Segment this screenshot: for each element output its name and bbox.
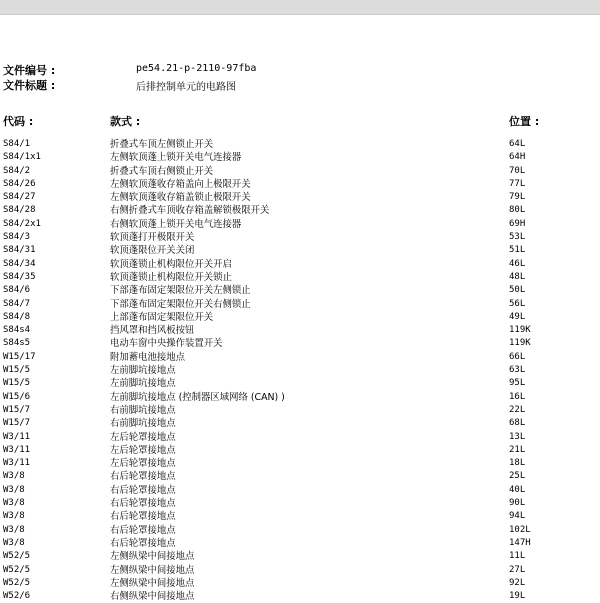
row-position: 94L <box>509 511 526 522</box>
row-code: W3/8 <box>3 524 25 535</box>
row-description: 右前脚坑接地点 <box>110 404 176 416</box>
row-code: W52/5 <box>3 551 31 562</box>
table-row <box>0 550 600 563</box>
row-position: 51L <box>509 245 526 256</box>
row-position: 66L <box>509 351 526 362</box>
table-row <box>0 324 600 337</box>
row-code: W3/8 <box>3 511 25 522</box>
table-row <box>0 218 600 231</box>
row-position: 79L <box>509 192 526 203</box>
table-row <box>0 470 600 483</box>
row-code: W3/8 <box>3 484 25 495</box>
table-row <box>0 351 600 364</box>
column-header-desc: 款式 : <box>110 115 141 128</box>
row-position: 90L <box>509 498 526 509</box>
top-toolbar-bar <box>0 0 600 15</box>
table-row <box>0 178 600 191</box>
row-description: 上部蓬布固定架限位开关 <box>110 311 214 323</box>
row-description: 左前脚坑接地点 <box>110 365 176 377</box>
row-code: S84/1 <box>3 139 31 149</box>
row-code: W15/6 <box>3 391 31 402</box>
row-description: 右后轮罩接地点 <box>110 524 176 536</box>
row-position: 68L <box>509 418 526 429</box>
row-position: 25L <box>509 471 526 482</box>
table-row <box>0 391 600 404</box>
table-row <box>0 484 600 497</box>
row-position: 92L <box>509 577 526 588</box>
row-code: S84/3 <box>3 232 31 243</box>
row-position: 53L <box>509 232 526 243</box>
row-code: S84/2 <box>3 165 31 176</box>
table-row <box>0 417 600 430</box>
table-row <box>0 377 600 390</box>
column-header-code: 代码 : <box>3 115 34 128</box>
row-description: 右侧纵梁中间接地点 <box>110 591 195 603</box>
row-description: 右侧软顶蓬上锁开关电气连接器 <box>110 218 242 230</box>
row-code: S84/1x1 <box>3 152 41 163</box>
row-description: 右后轮罩接地点 <box>110 511 176 523</box>
row-code: S84/7 <box>3 298 31 309</box>
table-row <box>0 590 600 603</box>
table-row <box>0 404 600 417</box>
row-description: 左后轮罩接地点 <box>110 458 176 470</box>
row-position: 13L <box>509 431 526 442</box>
table-row <box>0 364 600 377</box>
row-code: S84/6 <box>3 285 31 296</box>
table-row <box>0 497 600 510</box>
row-description: 左侧软顶蓬上锁开关电气连接器 <box>110 152 242 164</box>
row-description: 软顶蓬打开极限开关 <box>110 232 195 244</box>
row-position: 40L <box>509 484 526 495</box>
row-description: 右后轮罩接地点 <box>110 484 176 496</box>
row-position: 119K <box>509 325 531 336</box>
row-position: 22L <box>509 404 526 415</box>
row-description: 右侧折叠式车顶收存箱盖解锁极限开关 <box>110 205 270 217</box>
row-code: W15/5 <box>3 365 31 376</box>
table-row <box>0 258 600 271</box>
row-description: 左后轮罩接地点 <box>110 431 176 443</box>
row-position: 50L <box>509 285 526 296</box>
row-code: S84/35 <box>3 271 36 282</box>
row-position: 69H <box>509 218 526 229</box>
row-code: W15/7 <box>3 418 31 429</box>
table-row <box>0 244 600 257</box>
row-position: 147H <box>509 537 531 548</box>
table-row <box>0 337 600 350</box>
row-description: 左侧软顶蓬收存箱盖锁止极限开关 <box>110 192 251 204</box>
row-description: 软顶蓬限位开关关闭 <box>110 245 195 257</box>
row-position: 27L <box>509 564 526 575</box>
row-description: 电动车窗中央操作装置开关 <box>110 338 223 350</box>
row-code: W15/7 <box>3 404 31 415</box>
row-position: 16L <box>509 391 526 402</box>
table-row <box>0 457 600 470</box>
row-description: 折叠式车顶左侧锁止开关 <box>110 139 214 150</box>
row-position: 21L <box>509 444 526 455</box>
row-position: 18L <box>509 458 526 469</box>
table-row <box>0 510 600 523</box>
row-description: 左前脚坑接地点 <box>110 378 176 390</box>
row-description: 软顶蓬锁止机构限位开关开启 <box>110 258 232 270</box>
row-description: 左侧纵梁中间接地点 <box>110 577 195 589</box>
row-position: 77L <box>509 178 526 189</box>
table-row <box>0 204 600 217</box>
row-code: S84/8 <box>3 311 31 322</box>
row-code: S84s4 <box>3 325 31 336</box>
row-position: 95L <box>509 378 526 389</box>
row-position: 49L <box>509 311 526 322</box>
row-code: W52/5 <box>3 564 31 575</box>
row-position: 11L <box>509 551 526 562</box>
row-description: 软顶蓬锁止机构限位开关锁止 <box>110 271 232 283</box>
row-position: 64L <box>509 139 526 149</box>
table-row <box>0 311 600 324</box>
table-row <box>0 191 600 204</box>
row-description: 折叠式车顶右侧锁止开关 <box>110 165 214 177</box>
row-code: S84/34 <box>3 258 36 269</box>
row-code: S84/28 <box>3 205 36 216</box>
row-description: 左后轮罩接地点 <box>110 444 176 456</box>
row-description: 下部蓬布固定架限位开关右侧锁止 <box>110 298 251 310</box>
row-code: W3/8 <box>3 498 25 509</box>
column-header-pos: 位置 : <box>509 115 540 128</box>
row-code: W52/6 <box>3 591 31 602</box>
row-code: S84s5 <box>3 338 31 349</box>
row-description: 下部蓬布固定架限位开关左侧锁止 <box>110 285 251 297</box>
table-row <box>0 298 600 311</box>
row-description: 右后轮罩接地点 <box>110 471 176 483</box>
table-row <box>0 524 600 537</box>
row-position: 64H <box>509 152 526 163</box>
table-row <box>0 138 600 151</box>
row-position: 102L <box>509 524 531 535</box>
row-position: 19L <box>509 591 526 602</box>
row-description: 左侧软顶蓬收存箱盖向上极限开关 <box>110 178 251 190</box>
table-row <box>0 231 600 244</box>
row-code: W3/11 <box>3 458 31 469</box>
component-table <box>0 138 600 603</box>
doc-number-value: pe54.21-p-2110-97fba <box>136 63 257 74</box>
row-code: W52/5 <box>3 577 31 588</box>
row-description: 右前脚坑接地点 <box>110 418 176 430</box>
row-position: 46L <box>509 258 526 269</box>
row-code: W15/5 <box>3 378 31 389</box>
table-row <box>0 165 600 178</box>
row-position: 63L <box>509 365 526 376</box>
row-description: 左侧纵梁中间接地点 <box>110 551 195 563</box>
row-description: 左前脚坑接地点 (控制器区域网络 (CAN) ) <box>110 391 285 403</box>
table-row <box>0 564 600 577</box>
table-row <box>0 271 600 284</box>
table-row <box>0 577 600 590</box>
row-code: W3/8 <box>3 471 25 482</box>
row-code: W3/8 <box>3 537 25 548</box>
row-code: S84/2x1 <box>3 218 41 229</box>
row-code: W3/11 <box>3 444 31 455</box>
row-description: 附加蓄电池接地点 <box>110 351 186 363</box>
table-row <box>0 284 600 297</box>
row-description: 右后轮罩接地点 <box>110 498 176 510</box>
table-row <box>0 151 600 164</box>
doc-title-value: 后排控制单元的电路图 <box>136 82 236 93</box>
row-position: 80L <box>509 205 526 216</box>
row-position: 70L <box>509 165 526 176</box>
row-description: 右后轮罩接地点 <box>110 537 176 549</box>
row-description: 挡风罩和挡风板按钮 <box>110 325 195 337</box>
doc-title-label: 文件标题 : <box>3 79 56 92</box>
row-position: 119K <box>509 338 531 349</box>
row-code: S84/27 <box>3 192 36 203</box>
row-code: S84/31 <box>3 245 36 256</box>
table-row <box>0 431 600 444</box>
row-description: 左侧纵梁中间接地点 <box>110 564 195 576</box>
table-row <box>0 444 600 457</box>
row-position: 56L <box>509 298 526 309</box>
table-row <box>0 537 600 550</box>
row-position: 48L <box>509 271 526 282</box>
row-code: W3/11 <box>3 431 31 442</box>
row-code: W15/17 <box>3 351 36 362</box>
row-code: S84/26 <box>3 178 36 189</box>
doc-number-label: 文件编号 : <box>3 64 56 77</box>
